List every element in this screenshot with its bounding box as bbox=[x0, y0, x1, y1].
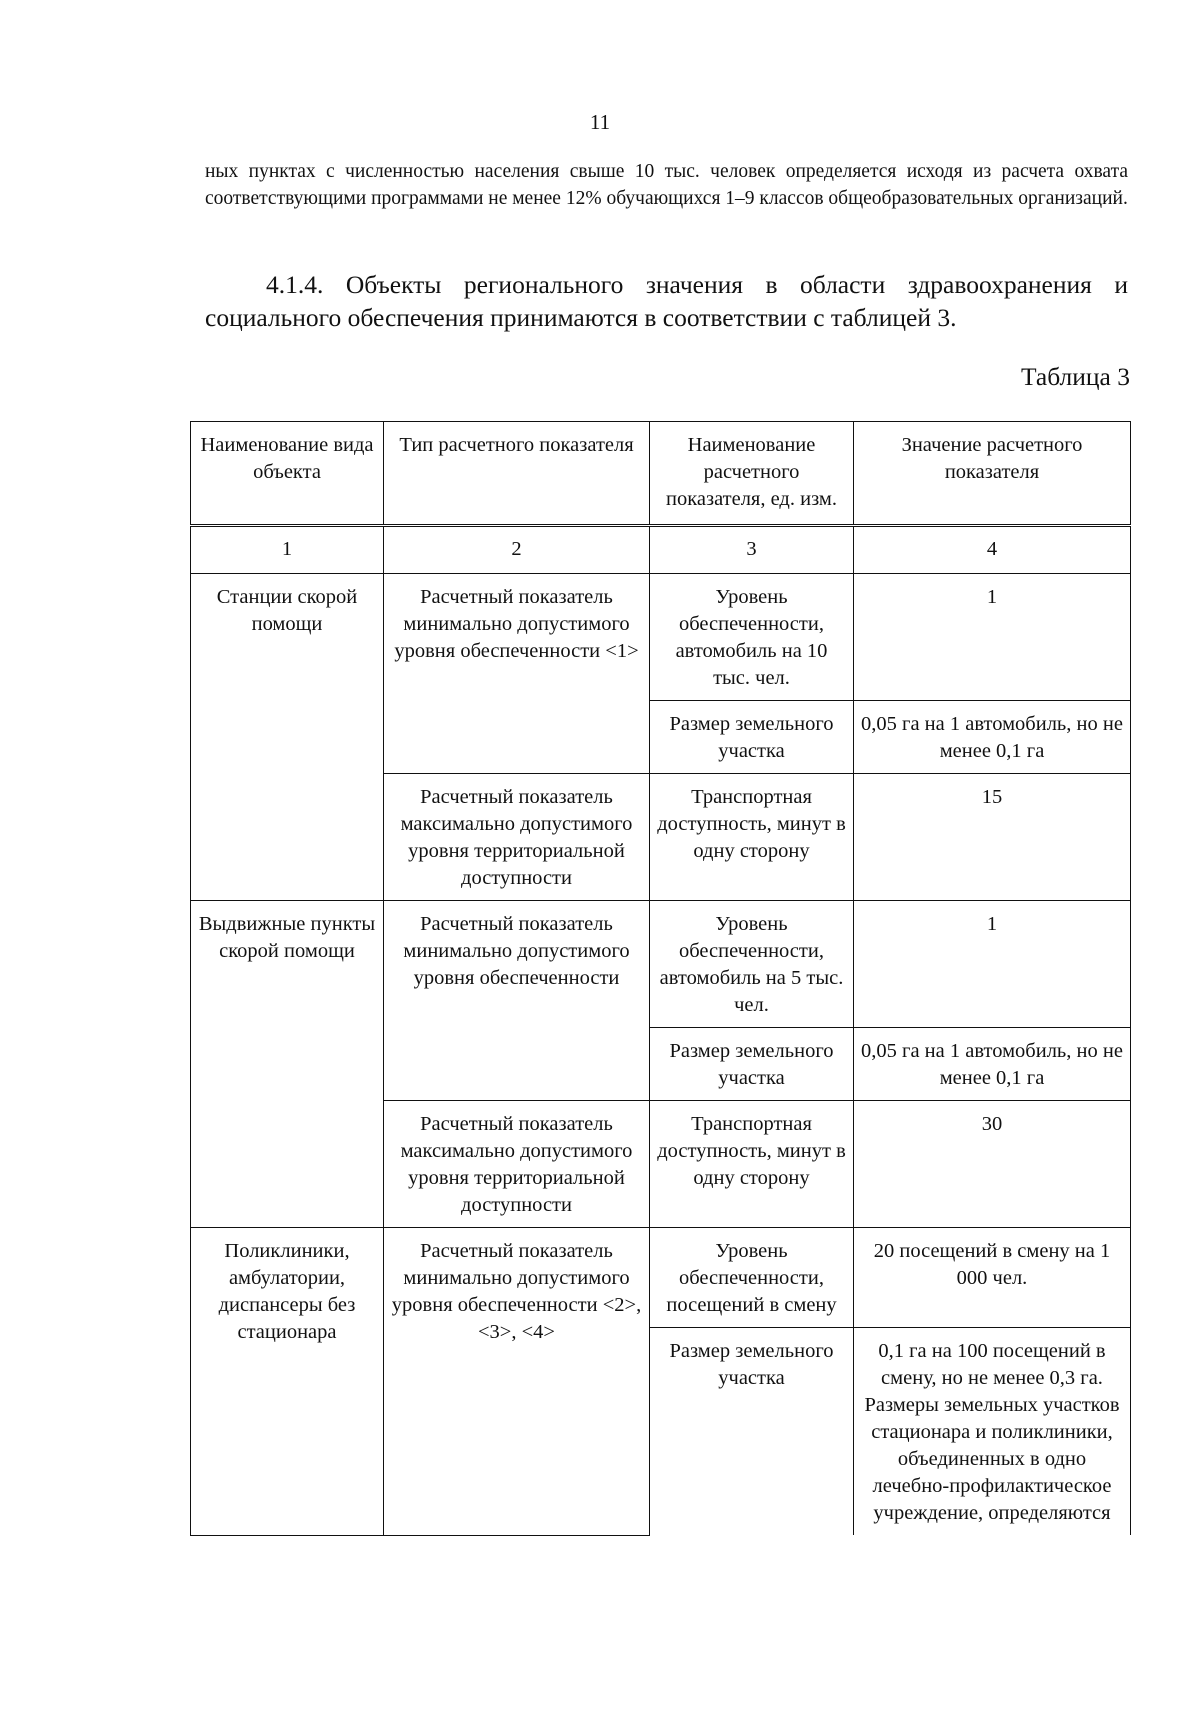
indicator-type-cell: Расчетный показатель минимально допустимого уровня обеспеченности <2>, <3>, <4> bbox=[384, 1228, 650, 1536]
object-name-cell: Станции скорой помощи bbox=[191, 574, 384, 901]
table-column-number-row bbox=[191, 526, 1131, 574]
indicator-type-cell: Расчетный показатель максимально допустимого уровня территориальной доступности bbox=[384, 774, 650, 901]
indicator-type-cell: Расчетный показатель минимально допустимого уровня обеспеченности bbox=[384, 901, 650, 1101]
indicator-value-cell: 20 посещений в смену на 1 000 чел. bbox=[854, 1228, 1131, 1328]
indicator-name-cell: Размер земельного участка bbox=[650, 701, 854, 774]
indicator-value-cell: 1 bbox=[854, 574, 1131, 701]
indicator-name-cell: Размер земельного участка bbox=[650, 1328, 854, 1536]
indicator-name-cell: Уровень обеспеченности, автомобиль на 10 тыс. чел. bbox=[650, 574, 854, 701]
indicator-name-cell: Уровень обеспеченности, посещений в смену bbox=[650, 1228, 854, 1328]
indicator-type-cell: Расчетный показатель максимально допустимого уровня территориальной доступности bbox=[384, 1101, 650, 1228]
indicator-table bbox=[190, 421, 1131, 1536]
indicator-value-cell: 0,05 га на 1 автомобиль, но не менее 0,1 га bbox=[854, 1028, 1131, 1101]
header-cell-indicator-name: Наименование расчетного показателя, ед. изм. bbox=[650, 422, 854, 526]
indicator-value-cell: 15 bbox=[854, 774, 1131, 901]
column-number-cell: 1 bbox=[191, 526, 384, 574]
indicator-value-cell: 30 bbox=[854, 1101, 1131, 1228]
indicator-value-cell: 0,05 га на 1 автомобиль, но не менее 0,1 га bbox=[854, 701, 1131, 774]
column-number-cell: 2 bbox=[384, 526, 650, 574]
table-row bbox=[191, 1228, 1131, 1328]
table-row bbox=[191, 901, 1131, 1028]
page-number: 11 bbox=[589, 110, 611, 134]
indicator-name-cell: Размер земельного участка bbox=[650, 1028, 854, 1101]
header-cell-indicator-value: Значение расчетного показателя bbox=[854, 422, 1131, 526]
table-row bbox=[191, 574, 1131, 701]
header-cell-object-type: Наименование вида объекта bbox=[191, 422, 384, 526]
indicator-name-cell: Транспортная доступность, минут в одну сторону bbox=[650, 1101, 854, 1228]
header-cell-indicator-type: Тип расчетного показателя bbox=[384, 422, 650, 526]
indicator-name-cell: Транспортная доступность, минут в одну сторону bbox=[650, 774, 854, 901]
section-paragraph: 4.1.4. Объекты регионального значения в области здравоохранения и социального обеспечения принимаются в соответствии с таблицей 3. bbox=[205, 270, 1128, 332]
column-number-cell: 4 bbox=[854, 526, 1131, 574]
table-caption: Таблица 3 bbox=[1020, 362, 1130, 391]
object-name-cell: Поликлиники, амбулатории, диспансеры без стационара bbox=[191, 1228, 384, 1536]
indicator-name-cell: Уровень обеспеченности, автомобиль на 5 тыс. чел. bbox=[650, 901, 854, 1028]
intro-paragraph: ных пунктах с численностью населения свыше 10 тыс. человек определяется исходя из расчета охвата соответствующими программами не менее 12% обучающихся 1–9 классов общеобразовательных организаций. bbox=[205, 161, 1128, 209]
column-number-cell: 3 bbox=[650, 526, 854, 574]
table-header-row bbox=[191, 422, 1131, 526]
indicator-value-cell: 1 bbox=[854, 901, 1131, 1028]
indicator-value-cell: 0,1 га на 100 посещений в смену, но не менее 0,3 га. Размеры земельных участков стационара и поликлиники, объединенных в одно лечебно-профилактическое учреждение, определяются bbox=[854, 1328, 1131, 1536]
indicator-type-cell: Расчетный показатель минимально допустимого уровня обеспеченности <1> bbox=[384, 574, 650, 774]
object-name-cell: Выдвижные пункты скорой помощи bbox=[191, 901, 384, 1228]
